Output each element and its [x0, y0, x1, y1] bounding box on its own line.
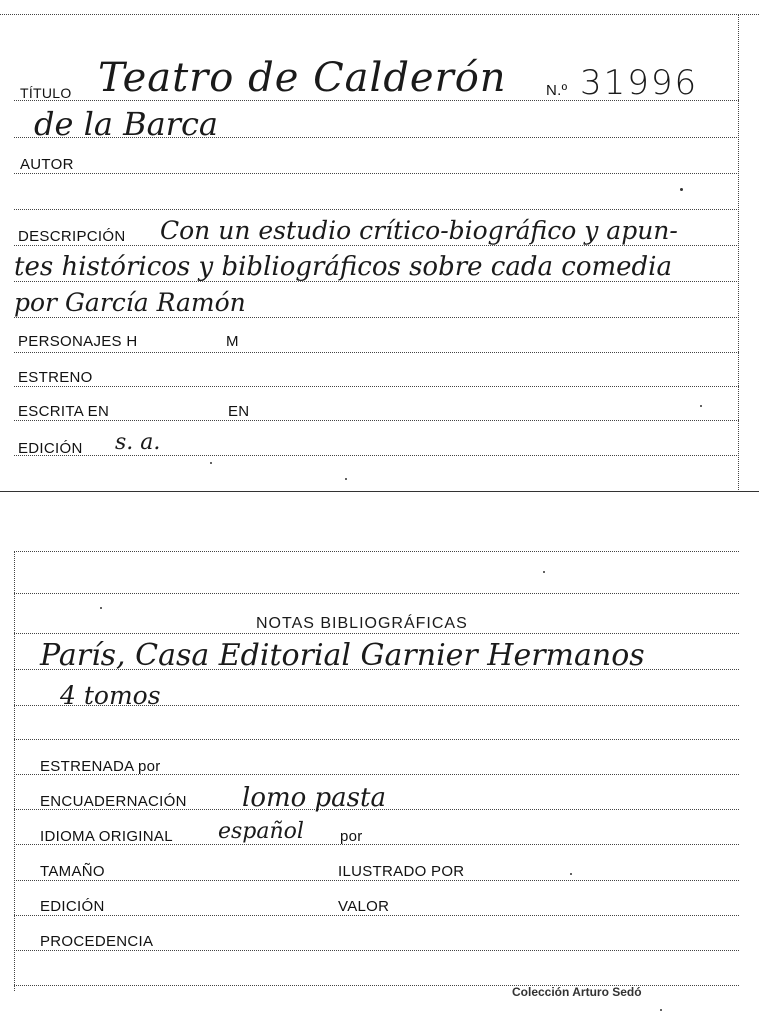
catalog-card-bottom — [0, 545, 759, 1028]
idioma-por-label: por — [340, 828, 363, 845]
ilustrado-label: ILUSTRADO POR — [338, 863, 465, 880]
numero-label: N.º — [546, 82, 568, 99]
description-line1: Con un estudio crítico-biográfico y apun- — [160, 216, 678, 245]
valor-label: VALOR — [338, 898, 390, 915]
tamano-label: TAMAÑO — [40, 863, 105, 880]
descripcion-label: DESCRIPCIÓN — [18, 228, 126, 245]
encuadernacion-label: ENCUADERNACIÓN — [40, 793, 187, 810]
procedencia-label: PROCEDENCIA — [40, 933, 154, 950]
collection-credit: Colección Arturo Sedó — [512, 985, 642, 999]
estrenada-label: ESTRENADA por — [40, 758, 161, 775]
edicion-bottom-label: EDICIÓN — [40, 898, 105, 915]
edicion-value: s. a. — [115, 430, 161, 455]
catalog-number: 31996 — [580, 63, 699, 103]
catalog-card-top — [0, 0, 759, 495]
notes-line2: 4 tomos — [60, 681, 161, 710]
title-value-line1: Teatro de Calderón — [98, 55, 507, 101]
escrita-en2-label: EN — [228, 403, 250, 420]
notes-line1: París, Casa Editorial Garnier Hermanos — [40, 638, 645, 673]
description-line3: por García Ramón — [14, 288, 246, 317]
description-line2: tes históricos y bibliográficos sobre cada comedia — [14, 252, 672, 282]
autor-label: AUTOR — [20, 156, 74, 173]
idioma-value: español — [218, 819, 304, 844]
personajes-label: PERSONAJES H — [18, 333, 138, 350]
idioma-label: IDIOMA ORIGINAL — [40, 828, 173, 845]
personajes-m-label: M — [226, 333, 239, 350]
edicion-label: EDICIÓN — [18, 440, 83, 457]
escrita-en-label: ESCRITA EN — [18, 403, 110, 420]
titulo-label: TÍTULO — [20, 85, 72, 101]
estreno-label: ESTRENO — [18, 369, 93, 386]
notas-bibliograficas-heading: NOTAS BIBLIOGRÁFICAS — [256, 615, 468, 632]
title-value-line2: de la Barca — [34, 105, 218, 143]
encuadernacion-value: lomo pasta — [242, 783, 386, 813]
